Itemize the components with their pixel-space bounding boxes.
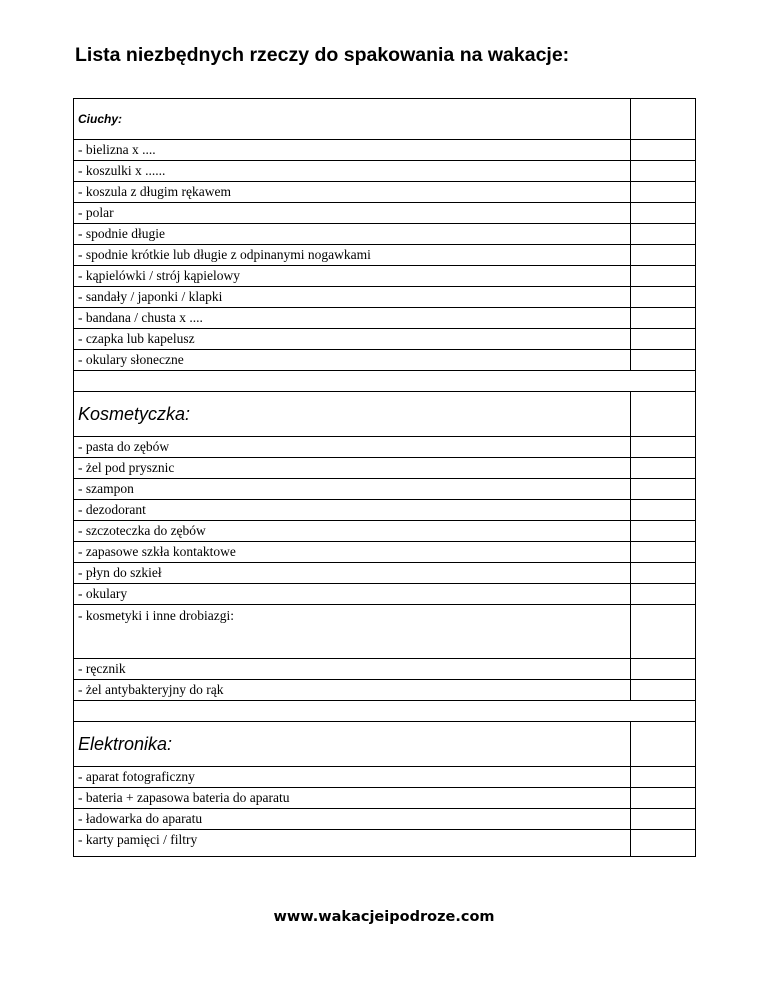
spacer-cell: [74, 371, 696, 392]
spacer-cell: [74, 701, 696, 722]
list-item: [74, 500, 696, 521]
list-item: [74, 542, 696, 563]
checkbox-cell[interactable]: [631, 521, 696, 542]
checkbox-cell[interactable]: [631, 722, 696, 767]
list-item: [74, 287, 696, 308]
item-label: - szczoteczka do zębów: [74, 521, 631, 542]
item-label: - szampon: [74, 479, 631, 500]
list-item: [74, 182, 696, 203]
item-label: - płyn do szkieł: [74, 563, 631, 584]
list-item: [74, 245, 696, 266]
item-label: - okulary: [74, 584, 631, 605]
list-item: [74, 605, 696, 659]
item-label: - ręcznik: [74, 659, 631, 680]
checkbox-cell[interactable]: [631, 350, 696, 371]
list-item: [74, 140, 696, 161]
checkbox-cell[interactable]: [631, 479, 696, 500]
list-item: [74, 329, 696, 350]
checkbox-cell[interactable]: [631, 788, 696, 809]
list-item: [74, 830, 696, 857]
checkbox-cell[interactable]: [631, 659, 696, 680]
list-item: [74, 203, 696, 224]
checkbox-cell[interactable]: [631, 437, 696, 458]
item-label: - żel pod prysznic: [74, 458, 631, 479]
checkbox-cell[interactable]: [631, 308, 696, 329]
list-item: [74, 224, 696, 245]
item-label: - pasta do zębów: [74, 437, 631, 458]
item-label: - bielizna x ....: [74, 140, 631, 161]
section-header-row: [74, 392, 696, 437]
item-label: - koszulki x ......: [74, 161, 631, 182]
item-label: - dezodorant: [74, 500, 631, 521]
checkbox-cell[interactable]: [631, 809, 696, 830]
list-item: [74, 308, 696, 329]
list-item: [74, 266, 696, 287]
packing-list-table: [73, 98, 696, 857]
spacer-row: [74, 701, 696, 722]
list-item: [74, 659, 696, 680]
checkbox-cell[interactable]: [631, 830, 696, 857]
list-item: [74, 563, 696, 584]
list-item: [74, 437, 696, 458]
page-title: Lista niezbędnych rzeczy do spakowania na wakacje:: [75, 44, 570, 66]
item-label: - okulary słoneczne: [74, 350, 631, 371]
list-item: [74, 350, 696, 371]
checkbox-cell[interactable]: [631, 224, 696, 245]
item-label: - aparat fotograficzny: [74, 767, 631, 788]
checkbox-cell[interactable]: [631, 458, 696, 479]
item-label: - polar: [74, 203, 631, 224]
spacer-row: [74, 371, 696, 392]
checkbox-cell[interactable]: [631, 266, 696, 287]
checkbox-cell[interactable]: [631, 161, 696, 182]
section-heading-clothes: Ciuchy:: [74, 99, 631, 140]
checkbox-cell[interactable]: [631, 140, 696, 161]
item-label: - spodnie krótkie lub długie z odpinanymi nogawkami: [74, 245, 631, 266]
item-label: - kąpielówki / strój kąpielowy: [74, 266, 631, 287]
item-label: - sandały / japonki / klapki: [74, 287, 631, 308]
checkbox-cell[interactable]: [631, 542, 696, 563]
checkbox-cell[interactable]: [631, 500, 696, 521]
item-label: - kosmetyki i inne drobiazgi:: [74, 605, 631, 659]
section-heading-electronics: Elektronika:: [74, 722, 631, 767]
item-label: - spodnie długie: [74, 224, 631, 245]
section-heading-cosmetics: Kosmetyczka:: [74, 392, 631, 437]
item-label: - koszula z długim rękawem: [74, 182, 631, 203]
list-item: [74, 767, 696, 788]
checkbox-cell[interactable]: [631, 203, 696, 224]
list-item: [74, 161, 696, 182]
list-item: [74, 458, 696, 479]
item-label: - bandana / chusta x ....: [74, 308, 631, 329]
item-label: - żel antybakteryjny do rąk: [74, 680, 631, 701]
item-label: - ładowarka do aparatu: [74, 809, 631, 830]
footer-website: www.wakacjeipodroze.com: [273, 909, 495, 925]
checkbox-cell[interactable]: [631, 767, 696, 788]
item-label: - zapasowe szkła kontaktowe: [74, 542, 631, 563]
checkbox-cell[interactable]: [631, 287, 696, 308]
checkbox-cell[interactable]: [631, 563, 696, 584]
checkbox-cell[interactable]: [631, 99, 696, 140]
section-header-row: [74, 722, 696, 767]
item-label: - karty pamięci / filtry: [74, 830, 631, 857]
checkbox-cell[interactable]: [631, 392, 696, 437]
list-item: [74, 479, 696, 500]
checkbox-cell[interactable]: [631, 680, 696, 701]
list-item: [74, 521, 696, 542]
checkbox-cell[interactable]: [631, 329, 696, 350]
list-item: [74, 584, 696, 605]
item-label: - bateria + zapasowa bateria do aparatu: [74, 788, 631, 809]
list-item: [74, 809, 696, 830]
checkbox-cell[interactable]: [631, 605, 696, 659]
item-label: - czapka lub kapelusz: [74, 329, 631, 350]
list-item: [74, 788, 696, 809]
list-item: [74, 680, 696, 701]
section-header-row: [74, 99, 696, 140]
checkbox-cell[interactable]: [631, 584, 696, 605]
checkbox-cell[interactable]: [631, 182, 696, 203]
checkbox-cell[interactable]: [631, 245, 696, 266]
